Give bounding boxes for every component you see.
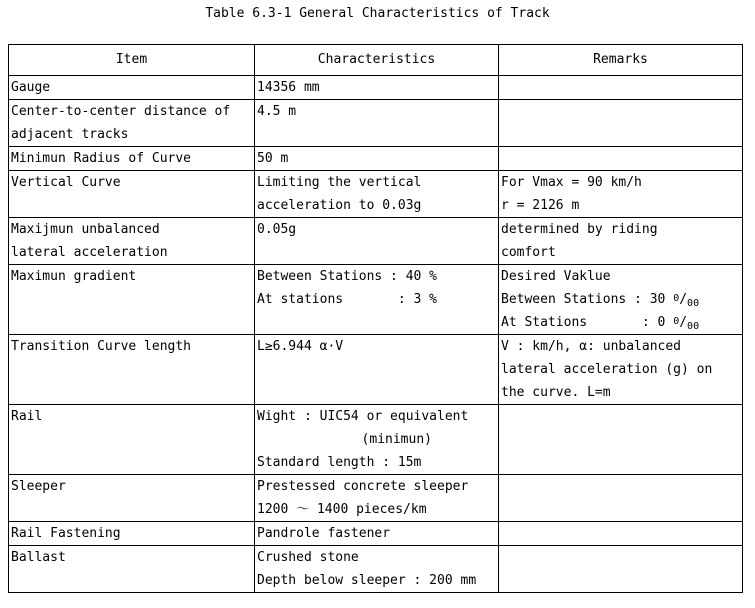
remarks-cell: [499, 171, 743, 218]
item-cell: [9, 147, 255, 171]
remarks-cell: [499, 76, 743, 100]
table-row-rail-fastening: [9, 522, 743, 546]
item-text: Vertical Curve: [11, 175, 121, 190]
characteristics-text: At stations : 3 %: [257, 292, 438, 307]
characteristics-text: 1200 ～ 1400 pieces/km: [257, 502, 427, 517]
item-cell: [9, 265, 255, 335]
characteristics-text: Between Stations : 40 %: [257, 269, 438, 284]
remarks-cell: [499, 405, 743, 475]
remarks-text: Between Stations : 30: [501, 292, 674, 307]
remarks-text: At Stations : 0: [501, 315, 674, 330]
remarks-line: Between Stations : 30 $^0/_{00}$: [501, 292, 700, 309]
remarks-text: V : km/h, α: unbalanced: [501, 339, 682, 354]
characteristics-text: Standard length : 15m: [257, 455, 422, 470]
permille-numerator: 0: [673, 316, 680, 327]
characteristics-cell: [255, 475, 499, 522]
item-text: lateral acceleration: [11, 245, 168, 260]
item-text: Rail Fastening: [11, 526, 121, 541]
item-text: Transition Curve length: [11, 339, 192, 354]
remarks-cell: [499, 335, 743, 405]
remarks-text: r = 2126 m: [501, 198, 580, 213]
item-cell: [9, 171, 255, 218]
table-row-sleeper: [9, 475, 743, 522]
characteristics-text: (minimun): [361, 432, 432, 447]
item-text: Sleeper: [11, 479, 66, 494]
characteristics-text: 0.05g: [257, 222, 297, 237]
characteristics-text: 50 m: [257, 151, 289, 166]
characteristics-cell: [255, 76, 499, 100]
characteristics-cell: [255, 218, 499, 265]
characteristics-text: Wight : UIC54 or equivalent: [257, 409, 469, 424]
item-cell: [9, 405, 255, 475]
table-row-center-distance: [9, 100, 743, 147]
table-row-gauge: [9, 76, 743, 100]
item-text: Maxijmun unbalanced: [11, 222, 160, 237]
item-text: Gauge: [11, 80, 51, 95]
track-characteristics-table: [8, 44, 743, 593]
remarks-cell: [499, 147, 743, 171]
permille-numerator: 0: [673, 293, 680, 304]
table-row-min-radius: [9, 147, 743, 171]
characteristics-cell: [255, 100, 499, 147]
item-text: Rail: [11, 409, 43, 424]
characteristics-cell: [255, 335, 499, 405]
characteristics-text: Crushed stone: [257, 550, 359, 565]
table-title: Table 6.3-1 General Characteristics of Track: [205, 6, 550, 21]
remarks-text: For Vmax = 90 km/h: [501, 175, 642, 190]
item-text: Maximun gradient: [11, 269, 137, 284]
item-cell: [9, 76, 255, 100]
table-row-rail: [9, 405, 743, 475]
remarks-text: Desired Vaklue: [501, 269, 611, 284]
remarks-cell: [499, 475, 743, 522]
item-cell: [9, 100, 255, 147]
characteristics-text: Limiting the vertical: [257, 175, 422, 190]
table-row-max-gradient: [9, 265, 743, 335]
characteristics-cell: [255, 265, 499, 335]
remarks-cell: [499, 100, 743, 147]
characteristics-text: 14356 mm: [257, 80, 320, 95]
characteristics-cell: [255, 171, 499, 218]
item-cell: [9, 475, 255, 522]
remarks-cell: [499, 522, 743, 546]
header-remarks: Remarks: [499, 45, 743, 76]
remarks-text: lateral acceleration (g) on: [501, 362, 713, 377]
item-cell: [9, 218, 255, 265]
characteristics-text: Pandrole fastener: [257, 526, 391, 541]
remarks-cell: [499, 218, 743, 265]
characteristics-cell: [255, 522, 499, 546]
characteristics-text: acceleration to 0.03g: [257, 198, 422, 213]
remarks-text: determined by riding: [501, 222, 658, 237]
header-characteristics: Characteristics: [255, 45, 499, 76]
item-cell: [9, 335, 255, 405]
remarks-text: the curve. L=m: [501, 385, 611, 400]
remarks-cell: [499, 265, 743, 335]
permille-denominator: 00: [687, 321, 700, 332]
item-text: Minimun Radius of Curve: [11, 151, 192, 166]
item-cell: [9, 546, 255, 593]
characteristics-cell: [255, 546, 499, 593]
item-text: Center-to-center distance of: [11, 104, 231, 119]
characteristics-text: 4.5 m: [257, 104, 297, 119]
characteristics-text: Depth below sleeper : 200 mm: [257, 573, 477, 588]
remarks-line: At Stations : 0 $^0/_{00}$: [501, 315, 700, 332]
permille-denominator: 00: [687, 298, 700, 309]
header-item: Item: [9, 45, 255, 76]
characteristics-cell: [255, 147, 499, 171]
remarks-text: comfort: [501, 245, 556, 260]
remarks-cell: [499, 546, 743, 593]
item-cell: [9, 522, 255, 546]
characteristics-text: L≥6.944 α·V: [257, 339, 344, 354]
characteristics-cell: [255, 405, 499, 475]
item-text: Ballast: [11, 550, 66, 565]
table-row-ballast: [9, 546, 743, 593]
item-text: adjacent tracks: [11, 127, 129, 142]
characteristics-text: Prestessed concrete sleeper: [257, 479, 469, 494]
header-row: [9, 45, 743, 76]
table-row-transition-curve: [9, 335, 743, 405]
table-row-vertical-curve: [9, 171, 743, 218]
table-row-unbalanced-acceleration: [9, 218, 743, 265]
